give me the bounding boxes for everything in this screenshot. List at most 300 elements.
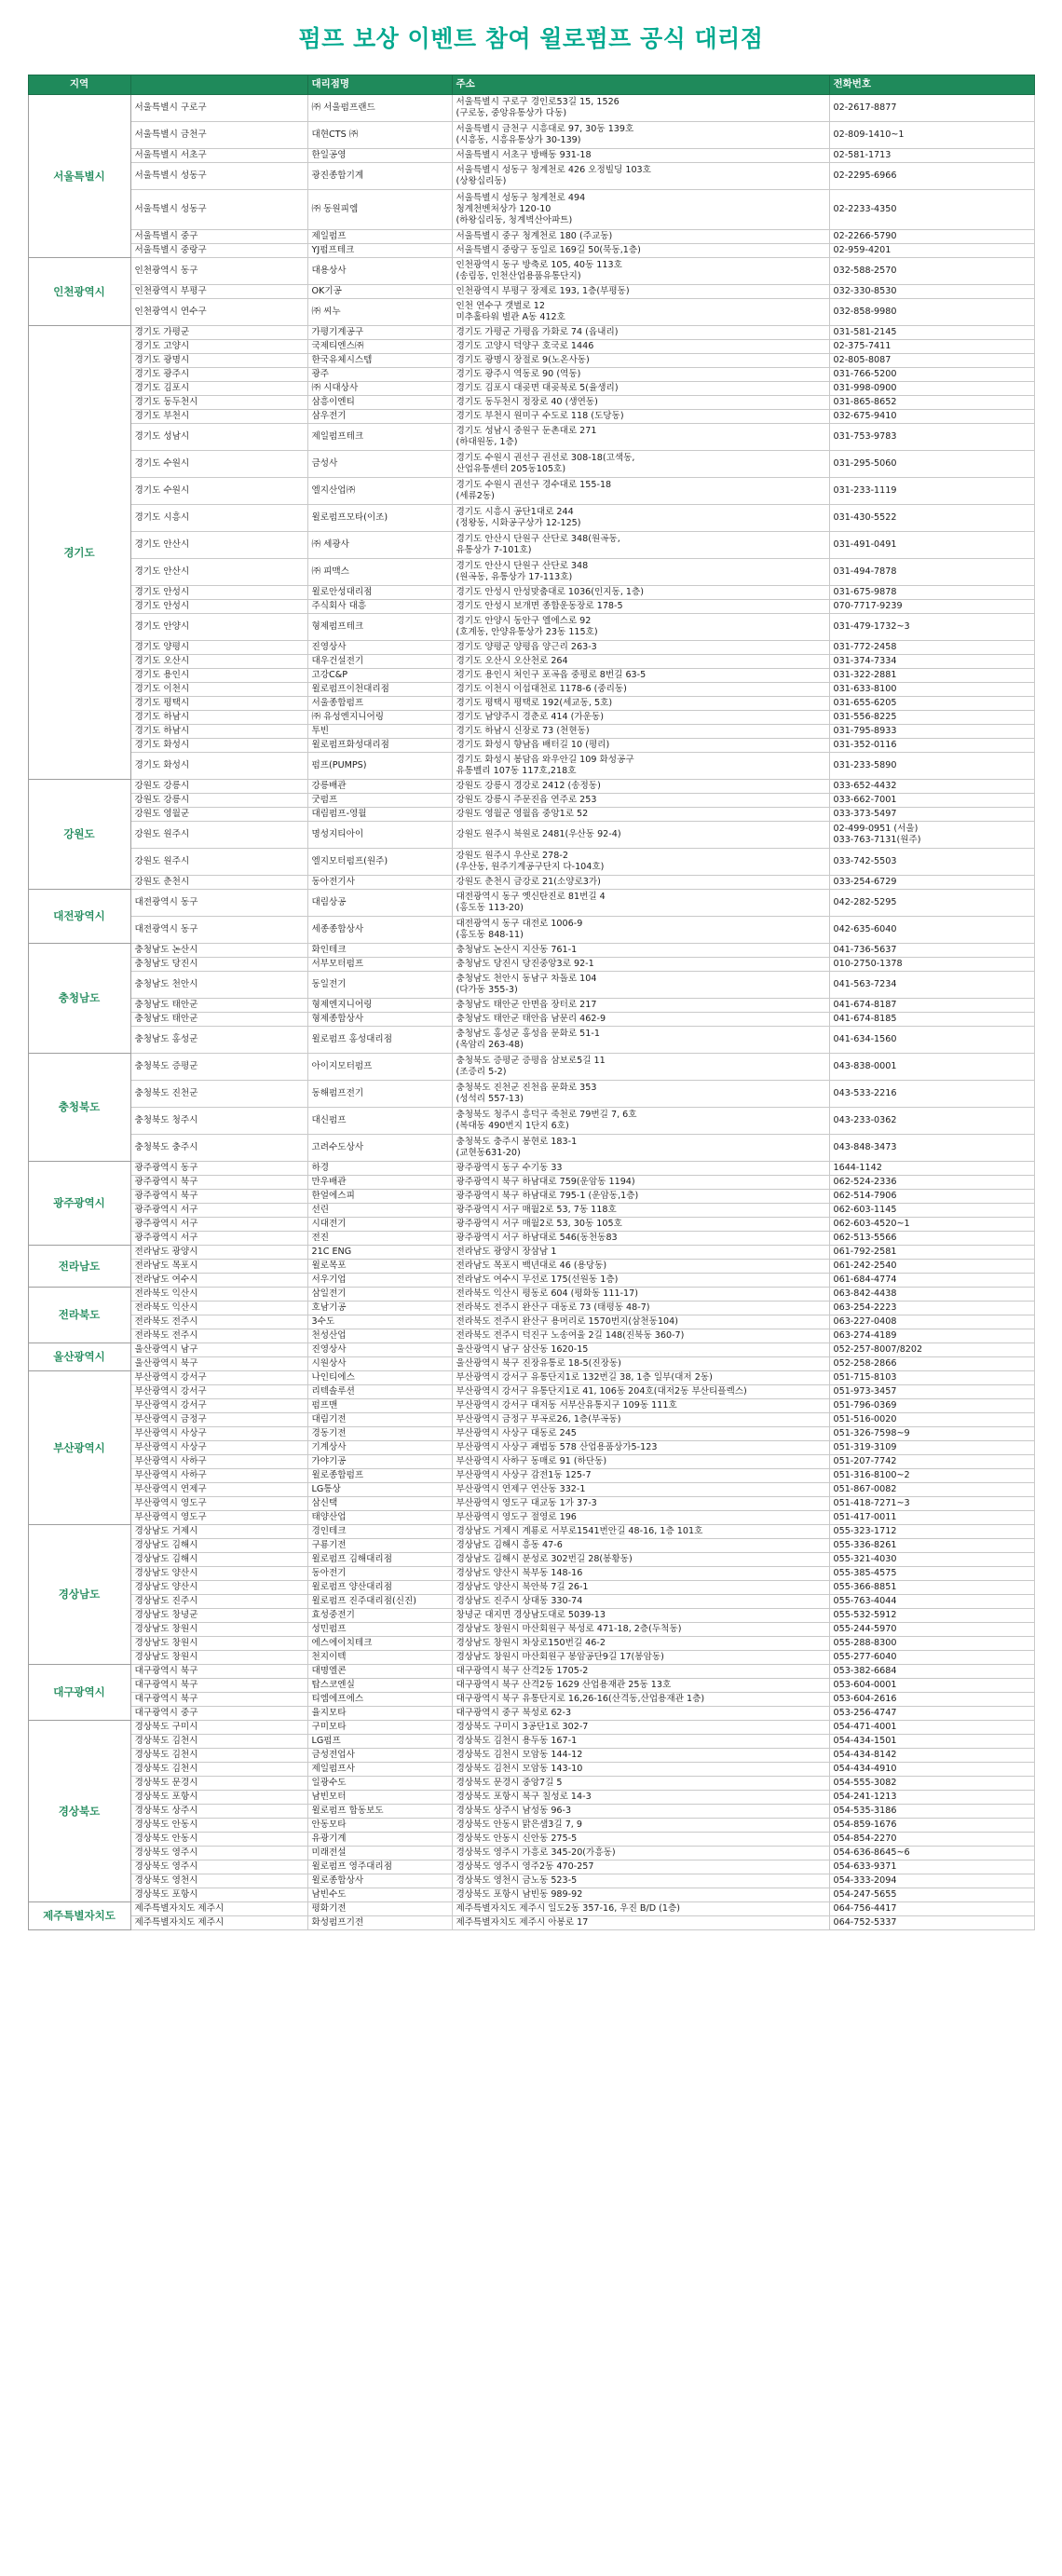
phone-line: 062-603-1145 [833, 1205, 897, 1215]
phone-cell [829, 876, 1034, 890]
phone-cell [829, 478, 1034, 505]
dealer-name: YJ펌프테크 [307, 244, 452, 258]
phone-cell [829, 299, 1034, 326]
address-cell [452, 753, 829, 780]
address-cell [452, 451, 829, 478]
phone-cell [829, 1805, 1034, 1819]
address-line: 경상북도 김천시 모암동 143-10 [456, 1764, 583, 1774]
phone-line: 033-652-4432 [833, 781, 897, 791]
area-cell: 대구광역시 북구 [130, 1693, 307, 1707]
address-line: 경기도 안산시 단원구 산단로 348 [456, 561, 589, 572]
phone-cell [829, 1679, 1034, 1693]
address-cell [452, 780, 829, 794]
phone-line: 032-675-9410 [833, 411, 897, 421]
address-line: 부산광역시 강서구 유통단지1로 132번길 38, 1층 일부(대저 2동) [456, 1372, 713, 1383]
table-row [28, 244, 1034, 258]
area-cell: 경기도 성남시 [130, 424, 307, 451]
address-cell [452, 1427, 829, 1441]
address-line: (하왕십리동, 청계벽산아파트) [456, 214, 573, 225]
phone-cell [829, 849, 1034, 876]
area-cell: 경상북도 포항시 [130, 1888, 307, 1902]
phone-cell [829, 1525, 1034, 1539]
table-row [28, 1539, 1034, 1553]
phone-line: 033-742-5503 [833, 856, 897, 866]
address-line: 울산광역시 북구 진장유통로 18-5(진장동) [456, 1358, 621, 1369]
dealer-name: 기계상사 [307, 1441, 452, 1455]
phone-line: 031-295-5060 [833, 458, 897, 469]
area-cell: 경기도 부천시 [130, 410, 307, 424]
phone-line: 054-434-4910 [833, 1764, 897, 1774]
table-row [28, 1027, 1034, 1054]
dealer-name: 천지이텍 [307, 1651, 452, 1665]
phone-line: 063-274-4189 [833, 1330, 897, 1341]
table-row [28, 1427, 1034, 1441]
address-cell [452, 1027, 829, 1054]
dealer-name: ㈜ 세광사 [307, 532, 452, 559]
area-cell: 경상남도 창녕군 [130, 1609, 307, 1623]
address-line: 경상남도 양산시 북부동 148-16 [456, 1568, 583, 1578]
phone-cell [829, 1413, 1034, 1427]
address-line: 경상북도 포항시 북구 칠성로 14-3 [456, 1792, 592, 1802]
address-line: 경기도 광명시 장절로 9(노온사동) [456, 355, 590, 365]
area-cell: 대구광역시 북구 [130, 1665, 307, 1679]
dealer-name: ㈜ 시대상사 [307, 382, 452, 396]
dealer-name: 아이지모터펌프 [307, 1054, 452, 1081]
table-row [28, 1232, 1034, 1246]
phone-cell [829, 1232, 1034, 1246]
region-label: 울산광역시 [28, 1343, 130, 1371]
address-cell [452, 326, 829, 340]
area-cell: 경기도 하남시 [130, 725, 307, 739]
table-row [28, 1204, 1034, 1218]
address-cell [452, 1385, 829, 1399]
phone-cell [829, 1204, 1034, 1218]
table-row [28, 1763, 1034, 1777]
table-row [28, 1916, 1034, 1930]
address-cell [452, 1693, 829, 1707]
address-line: 광주광역시 서구 매월2로 53, 7동 118호 [456, 1205, 617, 1215]
dealer-name: 엘지모터펌프(원주) [307, 849, 452, 876]
table-row [28, 299, 1034, 326]
address-line: 산업유통센터 205동105호) [456, 464, 566, 474]
area-cell: 광주광역시 서구 [130, 1218, 307, 1232]
address-cell [452, 849, 829, 876]
area-cell: 경상남도 양산시 [130, 1567, 307, 1581]
table-row [28, 122, 1034, 149]
address-line: 대전광역시 동구 대전로 1006-9 [456, 919, 583, 930]
phone-cell [829, 1707, 1034, 1721]
area-cell: 경기도 오산시 [130, 655, 307, 669]
phone-line: 070-7717-9239 [833, 601, 903, 611]
phone-cell [829, 808, 1034, 822]
phone-cell [829, 382, 1034, 396]
area-cell: 경상북도 영천시 [130, 1874, 307, 1888]
address-line: 인천광역시 부평구 장제로 193, 1층(부평동) [456, 286, 630, 296]
table-row [28, 532, 1034, 559]
phone-cell [829, 1874, 1034, 1888]
phone-cell [829, 641, 1034, 655]
address-line: (세류2동) [456, 491, 495, 501]
phone-cell [829, 999, 1034, 1013]
table-row [28, 849, 1034, 876]
phone-line: 031-494-7878 [833, 566, 897, 577]
area-cell: 광주광역시 서구 [130, 1204, 307, 1218]
phone-line: 051-796-0369 [833, 1400, 897, 1411]
table-row [28, 1260, 1034, 1274]
address-cell [452, 641, 829, 655]
phone-cell [829, 1054, 1034, 1081]
address-line: (상왕십리동) [456, 176, 507, 186]
address-cell [452, 711, 829, 725]
area-cell: 경기도 평택시 [130, 697, 307, 711]
phone-cell [829, 340, 1034, 354]
address-line: 경상북도 김천시 모암동 144-12 [456, 1750, 583, 1760]
address-cell [452, 340, 829, 354]
area-cell: 강원도 원주시 [130, 849, 307, 876]
phone-line: 055-288-8300 [833, 1638, 897, 1648]
phone-line: 032-858-9980 [833, 307, 897, 317]
dealer-name: 제일펌프사 [307, 1763, 452, 1777]
dealer-name: 대림펌프-영월 [307, 808, 452, 822]
table-row [28, 1833, 1034, 1847]
address-cell [452, 655, 829, 669]
phone-line: 041-563-7234 [833, 979, 897, 989]
dealer-name: 대림상공 [307, 890, 452, 917]
dealer-name: 삼우전기 [307, 410, 452, 424]
dealer-name: 금성전업사 [307, 1749, 452, 1763]
phone-line: 054-333-2094 [833, 1875, 897, 1886]
phone-cell [829, 354, 1034, 368]
table-row [28, 890, 1034, 917]
phone-cell [829, 1399, 1034, 1413]
area-cell: 경기도 이천시 [130, 683, 307, 697]
phone-line: 062-513-5566 [833, 1233, 897, 1243]
address-line: 경상북도 영주시 영주2동 470-257 [456, 1861, 594, 1872]
address-line: 경기도 안산시 단원구 산단로 348(원곡동, [456, 534, 620, 545]
address-cell [452, 424, 829, 451]
phone-line: 054-854-2270 [833, 1833, 897, 1844]
dealer-name: 남빈수도 [307, 1888, 452, 1902]
dealer-name: 가야기공 [307, 1455, 452, 1469]
dealer-name: ㈜ 유성엔지니어링 [307, 711, 452, 725]
phone-line: 063-227-0408 [833, 1316, 897, 1327]
phone-cell [829, 1108, 1034, 1135]
area-cell: 경상북도 상주시 [130, 1805, 307, 1819]
phone-cell [829, 190, 1034, 230]
dealer-name: 평화기전 [307, 1902, 452, 1916]
dealer-name: 대용상사 [307, 258, 452, 285]
region-label: 부산광역시 [28, 1371, 130, 1525]
area-cell: 경상남도 김해시 [130, 1539, 307, 1553]
phone-cell [829, 1637, 1034, 1651]
address-cell [452, 1777, 829, 1791]
phone-cell [829, 1749, 1034, 1763]
address-line: 대전광역시 동구 옛신탄진로 81번길 4 [456, 892, 606, 903]
phone-line: 043-848-3473 [833, 1142, 897, 1152]
phone-cell [829, 1357, 1034, 1371]
area-cell: 충청남도 태안군 [130, 999, 307, 1013]
table-row [28, 285, 1034, 299]
address-cell [452, 410, 829, 424]
dealer-name: 펌프(PUMPS) [307, 753, 452, 780]
region-label: 광주광역시 [28, 1162, 130, 1246]
address-line: (호계동, 안양유통상가 23동 115호) [456, 627, 598, 637]
area-cell: 경기도 김포시 [130, 382, 307, 396]
table-row [28, 753, 1034, 780]
address-line: (다가동 355-3) [456, 985, 518, 995]
table-row [28, 1469, 1034, 1483]
phone-line: 02-581-1713 [833, 150, 892, 160]
address-line: (원곡동, 유통상가 17-113호) [456, 572, 573, 582]
area-cell: 부산광역시 연제구 [130, 1483, 307, 1497]
phone-line: 055-244-5970 [833, 1624, 897, 1634]
area-cell: 강원도 강릉시 [130, 794, 307, 808]
dealer-name: 삼일전기 [307, 1288, 452, 1302]
phone-line: 055-385-4575 [833, 1568, 897, 1578]
phone-cell [829, 1609, 1034, 1623]
dealer-name: 윌로종합상사 [307, 1874, 452, 1888]
dealer-name: 윌로펌프모타(이조) [307, 505, 452, 532]
address-line: 경기도 수원시 권선구 권선로 308-18(고색동, [456, 453, 635, 464]
table-row [28, 354, 1034, 368]
phone-line: 032-588-2570 [833, 266, 897, 276]
phone-cell [829, 1246, 1034, 1260]
phone-line: 031-655-6205 [833, 698, 897, 708]
address-cell [452, 559, 829, 586]
phone-line: 064-756-4417 [833, 1903, 897, 1914]
table-row [28, 1665, 1034, 1679]
dealer-name: 가평기계공구 [307, 326, 452, 340]
table-row [28, 655, 1034, 669]
address-line: 대구광역시 북구 산격2동 1705-2 [456, 1666, 589, 1676]
phone-cell [829, 424, 1034, 451]
address-cell [452, 1791, 829, 1805]
area-cell: 전라북도 익산시 [130, 1302, 307, 1315]
dealer-name: 펌프맨 [307, 1399, 452, 1413]
region-label: 전라남도 [28, 1246, 130, 1288]
table-row [28, 1413, 1034, 1427]
area-cell: 경기도 용인시 [130, 669, 307, 683]
header-region-detail [130, 75, 307, 95]
address-line: 충청남도 논산시 지산동 761-1 [456, 945, 578, 955]
dealer-name: 화성펌프기전 [307, 1916, 452, 1930]
dealer-name: 광진종합기계 [307, 163, 452, 190]
address-line: 경상북도 안동시 신안동 275-5 [456, 1833, 578, 1844]
table-row [28, 478, 1034, 505]
phone-line: 041-736-5637 [833, 945, 897, 955]
phone-line: 02-499-0951 (서울) [833, 824, 919, 835]
area-cell: 강원도 영월군 [130, 808, 307, 822]
area-cell: 대구광역시 중구 [130, 1707, 307, 1721]
phone-cell [829, 1553, 1034, 1567]
dealer-name: 고려수도상사 [307, 1135, 452, 1162]
area-cell: 대전광역시 동구 [130, 890, 307, 917]
dealer-name: 시원상사 [307, 1357, 452, 1371]
table-row [28, 163, 1034, 190]
phone-line: 054-247-5655 [833, 1889, 897, 1900]
table-row [28, 1081, 1034, 1108]
table-row [28, 1371, 1034, 1385]
dealer-name: 율지모타 [307, 1707, 452, 1721]
address-line: 청계천벤처상가 120-10 [456, 204, 551, 214]
address-line: 부산광역시 강서구 유통단지1로 41, 106동 204호(대저2동 부산티플렉스) [456, 1386, 747, 1397]
address-line: 창녕군 대지면 경상남도대로 5039-13 [456, 1610, 606, 1620]
region-label: 대전광역시 [28, 890, 130, 944]
dealer-name: 금성사 [307, 451, 452, 478]
address-cell [452, 163, 829, 190]
phone-cell [829, 1288, 1034, 1302]
address-cell [452, 95, 829, 122]
phone-line: 054-555-3082 [833, 1778, 897, 1788]
address-cell [452, 1539, 829, 1553]
phone-cell [829, 559, 1034, 586]
address-line: 강원도 강릉시 경강로 2412 (송정동) [456, 781, 601, 791]
dealer-name: ㈜ 동원피엠 [307, 190, 452, 230]
address-cell [452, 230, 829, 244]
area-cell: 경기도 안양시 [130, 614, 307, 641]
dealer-name: 대림기전 [307, 1413, 452, 1427]
phone-cell [829, 600, 1034, 614]
address-line: 경상남도 김해시 흥동 47-6 [456, 1540, 563, 1550]
address-cell [452, 1371, 829, 1385]
phone-cell [829, 95, 1034, 122]
address-line: 전라남도 여수시 무선로 175(선원동 1층) [456, 1274, 619, 1285]
phone-line: 055-532-5912 [833, 1610, 897, 1620]
address-line: 경기도 안성시 보개면 종합운동장로 178-5 [456, 601, 623, 611]
dealer-name: 효성중전기 [307, 1609, 452, 1623]
address-cell [452, 1833, 829, 1847]
address-line: 부산광역시 영도구 절영로 196 [456, 1512, 577, 1522]
table-row [28, 396, 1034, 410]
area-cell: 광주광역시 북구 [130, 1176, 307, 1190]
address-cell [452, 1218, 829, 1232]
phone-line: 051-516-0020 [833, 1414, 897, 1424]
table-row [28, 410, 1034, 424]
dealer-name: 광주 [307, 368, 452, 382]
phone-line: 031-772-2458 [833, 642, 897, 652]
area-cell: 서울특별시 중랑구 [130, 244, 307, 258]
area-cell: 부산광역시 영도구 [130, 1497, 307, 1511]
address-cell [452, 614, 829, 641]
dealer-name: 에스에이치테크 [307, 1637, 452, 1651]
address-line: 경기도 광주시 역동로 90 (역동) [456, 369, 581, 379]
area-cell: 경상남도 창원시 [130, 1651, 307, 1665]
area-cell: 부산광역시 사상구 [130, 1427, 307, 1441]
dealer-name: 태양산업 [307, 1511, 452, 1525]
table-row [28, 1441, 1034, 1455]
area-cell: 경기도 고양시 [130, 340, 307, 354]
address-cell [452, 669, 829, 683]
dealer-name: 윌로목포 [307, 1260, 452, 1274]
address-cell [452, 1707, 829, 1721]
dealer-name: ㈜ 피맥스 [307, 559, 452, 586]
area-cell: 경상남도 진주시 [130, 1595, 307, 1609]
dealer-name: 동아전기사 [307, 876, 452, 890]
dealer-name: 윌로펌프이천대리점 [307, 683, 452, 697]
address-cell [452, 1399, 829, 1413]
address-cell [452, 1916, 829, 1930]
phone-cell [829, 944, 1034, 958]
address-cell [452, 1805, 829, 1819]
address-cell [452, 1735, 829, 1749]
area-cell: 충청북도 청주시 [130, 1108, 307, 1135]
phone-line: 02-2617-8877 [833, 102, 897, 113]
area-cell: 제주특별자치도 제주시 [130, 1916, 307, 1930]
phone-line: 033-373-5497 [833, 809, 897, 819]
address-line: 전라남도 광양시 장삼남 1 [456, 1247, 557, 1257]
phone-cell [829, 1455, 1034, 1469]
phone-cell [829, 1427, 1034, 1441]
phone-line: 053-256-4747 [833, 1708, 897, 1718]
phone-cell [829, 753, 1034, 780]
phone-line: 1644-1142 [833, 1163, 882, 1173]
phone-line: 055-336-8261 [833, 1540, 897, 1550]
table-row [28, 1791, 1034, 1805]
dealer-name: 21C ENG [307, 1246, 452, 1260]
table-row [28, 1135, 1034, 1162]
address-cell [452, 1302, 829, 1315]
address-line: 경기도 김포시 대곶면 대곶북로 5(율생리) [456, 383, 619, 393]
address-cell [452, 149, 829, 163]
phone-cell [829, 1371, 1034, 1385]
phone-cell [829, 1539, 1034, 1553]
address-line: 인천광역시 동구 방축로 105, 40동 113호 [456, 260, 622, 271]
phone-cell [829, 1581, 1034, 1595]
region-label: 인천광역시 [28, 258, 130, 326]
phone-cell [829, 958, 1034, 972]
phone-cell [829, 614, 1034, 641]
phone-cell [829, 1483, 1034, 1497]
address-line: 전라북도 전주시 완산구 용머리로 1570번지(삼천동104) [456, 1316, 678, 1327]
address-cell [452, 944, 829, 958]
area-cell: 충청남도 천안시 [130, 972, 307, 999]
region-label: 충청북도 [28, 1054, 130, 1162]
phone-cell [829, 1791, 1034, 1805]
phone-cell [829, 1176, 1034, 1190]
address-cell [452, 1246, 829, 1260]
address-cell [452, 1679, 829, 1693]
table-row [28, 1176, 1034, 1190]
address-line: 강원도 원주시 북원로 2481(우산동 92-4) [456, 829, 621, 839]
area-cell: 경기도 안성시 [130, 600, 307, 614]
dealer-name: 굿펌프 [307, 794, 452, 808]
phone-line: 041-674-8185 [833, 1014, 897, 1024]
phone-cell [829, 1135, 1034, 1162]
address-cell [452, 808, 829, 822]
area-cell: 부산광역시 금정구 [130, 1413, 307, 1427]
phone-line: 033-662-7001 [833, 795, 897, 805]
table-row [28, 340, 1034, 354]
region-label: 경기도 [28, 326, 130, 780]
phone-line: 062-603-4520~1 [833, 1219, 910, 1229]
phone-cell [829, 1013, 1034, 1027]
address-cell [452, 1013, 829, 1027]
phone-cell [829, 163, 1034, 190]
area-cell: 충청남도 당진시 [130, 958, 307, 972]
address-cell [452, 1232, 829, 1246]
dealer-name: 화인테크 [307, 944, 452, 958]
region-label: 제주특별자치도 [28, 1902, 130, 1930]
dealer-name: 서울종합펌프 [307, 697, 452, 711]
address-line: 경기도 성남시 중원구 둔촌대로 271 [456, 426, 597, 437]
address-cell [452, 1581, 829, 1595]
address-line: 전라북도 전주시 덕진구 노송여울 2길 148(진북동 360-7) [456, 1330, 685, 1341]
phone-cell [829, 1777, 1034, 1791]
area-cell: 경기도 동두천시 [130, 396, 307, 410]
address-cell [452, 1329, 829, 1343]
phone-cell [829, 1651, 1034, 1665]
address-cell [452, 122, 829, 149]
